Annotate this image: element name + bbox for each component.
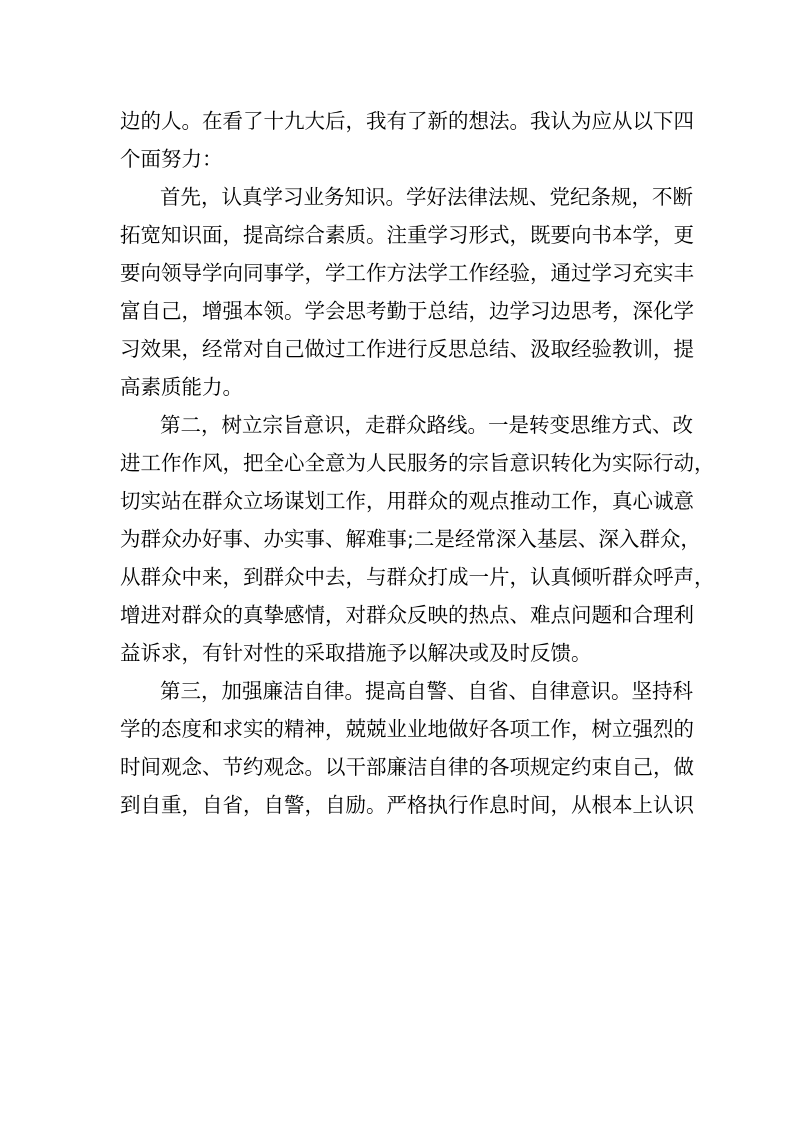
text-line: 增进对群众的真挚感情，对群众反映的热点、难点问题和合理利	[120, 603, 694, 627]
text-line: 高素质能力。	[120, 375, 243, 399]
text-line: 益诉求，有针对性的采取措施予以解决或及时反馈。	[120, 641, 592, 665]
text-line: 边的人。在看了十九大后，我有了新的想法。我认为应从以下四	[120, 109, 694, 133]
text-line: 切实站在群众立场谋划工作，用群众的观点推动工作，真心诚意	[120, 489, 694, 513]
text-line: 拓宽知识面，提高综合素质。注重学习形式，既要向书本学，更	[120, 223, 694, 247]
paragraph-first-line: 第二，树立宗旨意识，走群众路线。一是转变思维方式、改	[160, 413, 693, 437]
text-line: 学的态度和求实的精神，兢兢业业地做好各项工作，树立强烈的	[120, 717, 694, 741]
text-line: 为群众办好事、办实事、解难事;二是经常深入基层、深入群众，	[120, 527, 701, 551]
paragraph-first-line: 首先，认真学习业务知识。学好法律法规、党纪条规，不断	[160, 185, 693, 209]
text-line: 个面努力：	[120, 147, 223, 171]
text-line: 到自重，自省，自警，自励。严格执行作息时间，从根本上认识	[120, 793, 694, 817]
body-text	[120, 103, 715, 825]
text-line: 进工作作风，把全心全意为人民服务的宗旨意识转化为实际行动，	[120, 451, 715, 475]
paragraph-first-line: 第三，加强廉洁自律。提高自警、自省、自律意识。坚持科	[160, 679, 693, 703]
text-line: 从群众中来，到群众中去，与群众打成一片，认真倾听群众呼声，	[120, 565, 715, 589]
text-line: 富自己，增强本领。学会思考勤于总结，边学习边思考，深化学	[120, 299, 694, 323]
text-line: 习效果，经常对自己做过工作进行反思总结、汲取经验教训，提	[120, 337, 694, 361]
text-line: 时间观念、节约观念。以干部廉洁自律的各项规定约束自己，做	[120, 755, 694, 779]
text-line: 要向领导学向同事学，学工作方法学工作经验，通过学习充实丰	[120, 261, 694, 285]
